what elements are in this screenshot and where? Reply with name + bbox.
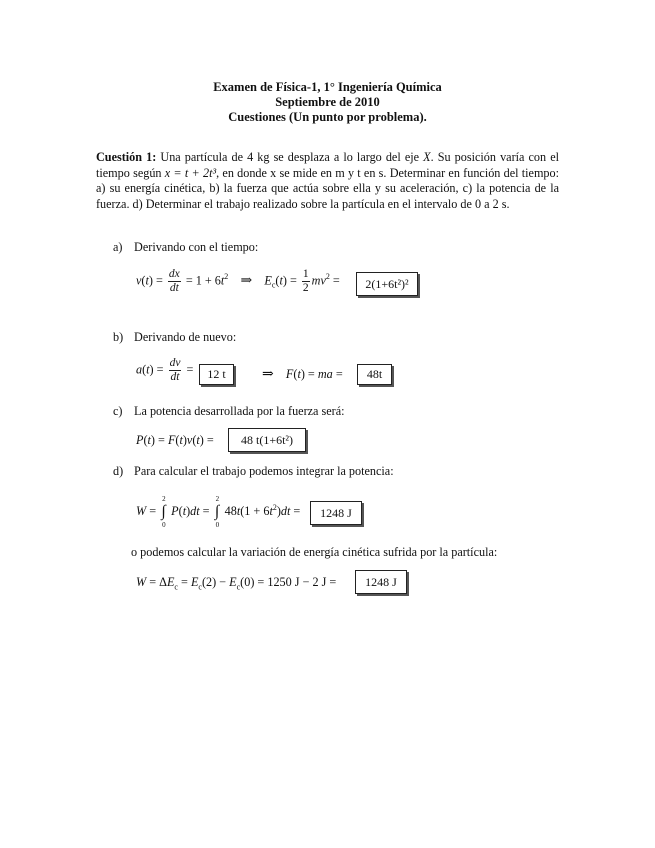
part-d-alternative: o podemos calcular la variación de energía cinética sufrida por la partícula:	[131, 545, 498, 559]
work-energy-result: 1248 J	[355, 570, 407, 594]
part-a-text: Derivando con el tiempo:	[134, 240, 259, 254]
integral-icon: ∫ 2 0	[214, 495, 220, 530]
integral-icon: ∫ 2 0	[161, 495, 166, 530]
work-energy-equation: $W = \Delta E_c = E_c(2) - E_c(0) = 1250$ J − 2 J =	[136, 575, 337, 592]
part-c-label: c)	[113, 404, 123, 418]
part-b-label: b)	[113, 330, 124, 344]
energy-values: 1250 J − 2 J =	[267, 575, 337, 589]
kinetic-energy-result: 2(1+6t²)²	[356, 272, 418, 296]
work-integral-equation: W = ∫ 2 0 P(t)dt = ∫ 2 0 $48t(1 + 6t^2)dt$ =	[136, 495, 301, 530]
position-equation: x = t + 2t³	[164, 165, 217, 180]
force-result: 48t	[357, 364, 392, 385]
question-text-3: , en donde x se mide en m y t en s. Determinar en función del tiempo: a) su energía cinética, b) la fuerza que actúa sobre ella y su aceleración, c) la potencia de la fuerza. d) Determinar el trabajo realizado sobre la partícula en el intervalo de 0 a 2 s.	[96, 165, 559, 211]
part-c-text: La potencia desarrollada por la fuerza será:	[134, 404, 345, 418]
question-axis: X	[423, 150, 431, 164]
work-integral-result: 1248 J	[310, 501, 362, 525]
power-equation: P(t) = F(t)v(t) =	[136, 433, 214, 447]
part-c	[113, 404, 345, 419]
part-a-label: a)	[113, 240, 123, 254]
exam-subtitle: Cuestiones (Un punto por problema).	[228, 110, 427, 124]
question-text-2: . Su posición varía con el tiempo según	[96, 150, 560, 180]
part-b	[113, 330, 236, 345]
part-b-text: Derivando de nuevo:	[134, 330, 237, 344]
power-result: 48 t(1+6t²)	[228, 428, 306, 452]
exam-date: Septiembre de 2010	[275, 95, 380, 109]
acceleration-equation: a(t) = $\frac{dv}{dt}$ =	[136, 357, 194, 383]
acceleration-result: 12 t	[199, 364, 234, 385]
velocity-equation: v(t) = $\frac{dx}{dt}$ = $1 + 6t^2$ ⇒ $E_c(t)$ = $\frac{1}{2}$ $mv^2$ =	[136, 268, 340, 294]
part-d-text: Para calcular el trabajo podemos integrar la potencia:	[134, 464, 394, 478]
question-text-1: Una partícula de 4 kg se desplaza a lo largo del eje	[160, 150, 420, 164]
part-a	[113, 240, 258, 255]
exam-title: Examen de Física-1, 1° Ingeniería Química	[213, 80, 442, 94]
part-d	[113, 464, 394, 479]
part-d-label: d)	[113, 464, 124, 478]
question-label: Cuestión 1:	[96, 150, 157, 164]
force-equation: ⇒ F(t) = ma =	[262, 367, 343, 382]
question-statement	[96, 150, 559, 212]
